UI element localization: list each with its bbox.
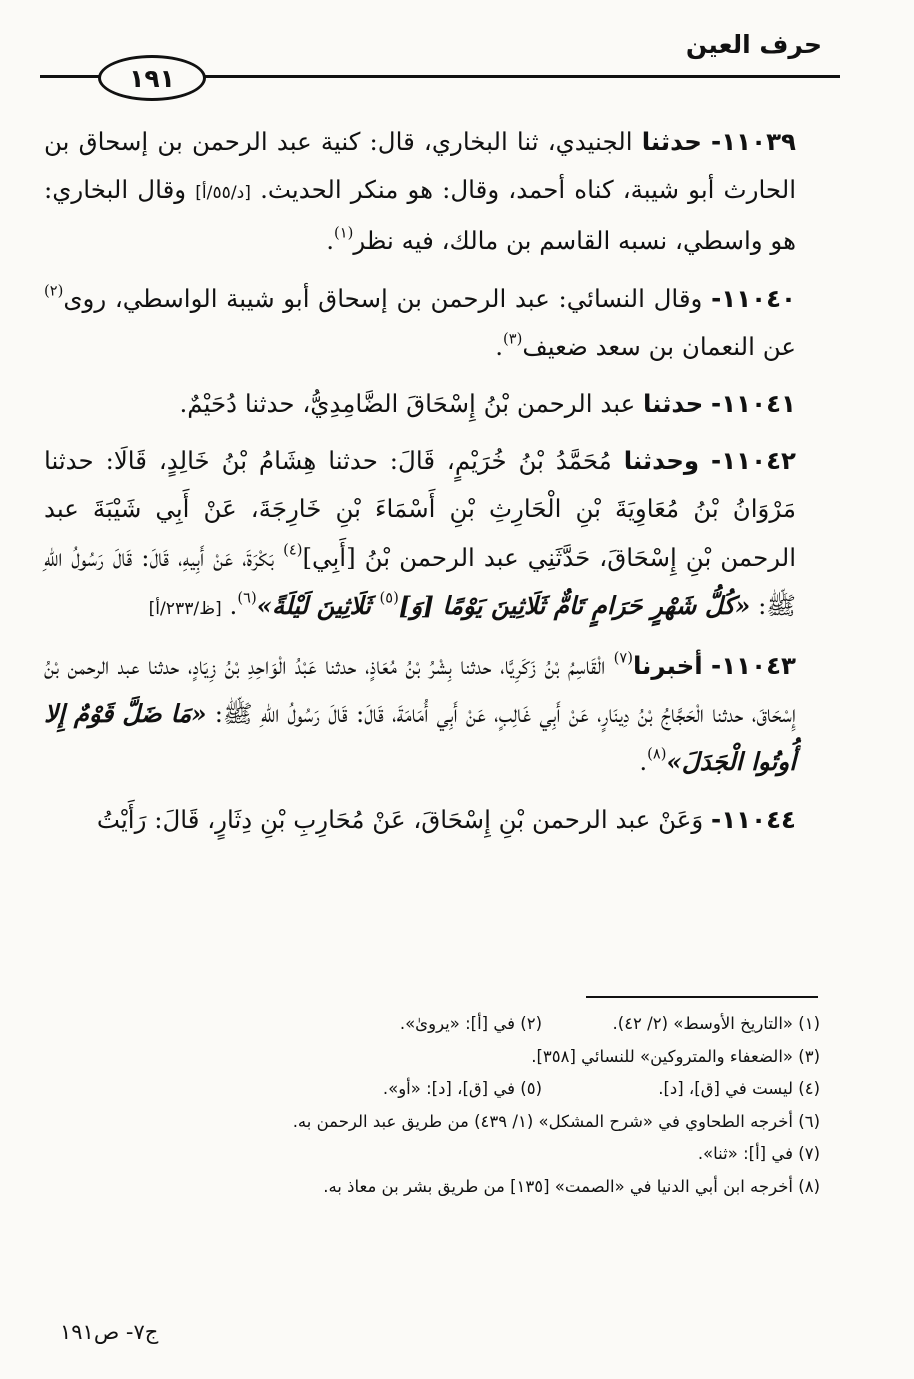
footnote-marker: (٢) [44,281,64,299]
footnote-2: (٢) في [أ]: «يروىٰ». [399,1014,542,1033]
entry-keyword: حدثنا [641,127,702,156]
footnote-marker: (٥) [379,589,399,607]
footnote-8: (٨) أخرجه ابن أبي الدنيا في «الصمت» [١٣٥] من طريق بشر بن معاذ به. [323,1176,820,1196]
entry-end: . [495,331,504,361]
footnote-5: (٥) في [ق]، [د]: «أو». [382,1079,542,1099]
entry-11044 [44,796,796,844]
entry-text: الجنيدي، ثنا البخاري، قال: كنية عبد الرحمن بن إسحاق بن الحارث أبو شيبة، كناه أحمد، وقال: هو منكر الحديث. [44,127,797,205]
entry-text: عن النعمان بن سعد ضعيف [522,331,796,361]
entry-keyword: أخبرنا [632,651,703,681]
footnote-6: (٦) أخرجه الطحاوي في «شرح المشكل» (١/ ٤٣٩) من طريق عبد الرحمن به. [292,1111,820,1131]
volume-page-ref: ج٧- ص١٩١ [60,1320,159,1344]
entry-text: عبد الرحمن بْنُ إِسْحَاقَ الضَّامِدِيُّ، حدثنا دُحَيْمٌ. [179,389,636,419]
entry-number: ١١٠٤٣- [711,651,796,681]
entry-text: وقال النسائي: عبد الرحمن بن إسحاق أبو شيبة الواسطي، روى [63,283,703,313]
entry-end: . [326,226,335,256]
footnotes [120,1008,820,1204]
running-header-title: حرف العين [685,30,822,59]
page-number-badge: ١٩١ [98,55,206,101]
entry-11043 [44,642,796,787]
entry-keyword: حدثنا [643,389,704,419]
entry-text: بَكْرَةَ، عَنْ أَبِيهِ، قَالَ: قَالَ رَسُولُ اللهِ ﷺ: [44,542,796,620]
footnote-row [120,1008,820,1041]
footnote-marker: (٧) [613,649,633,667]
manuscript-ref: [د/٥٥/أ] [195,183,251,204]
manuscript-ref: [ظ/٢٣٣/أ] [148,598,222,619]
footnote-3: (٣) «الضعفاء والمتروكين» للنسائي [٣٥٨]. [531,1046,820,1066]
footnote-marker: (١) [334,224,354,242]
entry-11042 [44,437,796,633]
body-text [44,118,796,853]
entry-text: وقال البخاري: هو واسطي، نسبه القاسم بن مالك، فيه نظر [44,175,796,256]
entry-11041 [44,380,796,428]
footnote-marker: (٨) [647,745,667,763]
entry-keyword: وحدثنا [623,446,700,476]
footnote-rule [586,996,818,998]
entry-text: الْقَاسِمُ بْنُ زَكَرِيَّا، حدثنا بِشْرُ بْنُ مُعَاذٍ، حدثنا عَبْدُ الْوَاحِدِ بْنُ زِيَادٍ، حدثنا عبد الرحمن بْنُ إِسْحَاقَ، حدثنا الْحَجَّاجُ بْنُ دِينَارٍ، عَنْ أَبِي غَالِبٍ، عَنْ أَبِي أُمَامَةَ، قَالَ: قَالَ رَسُولُ اللهِ ﷺ: [44,651,796,729]
entry-end: . [221,590,238,620]
footnote-7: (٧) في [أ]: «ثنا». [697,1144,820,1164]
hadith-text: ثَلَاثِينَ لَيْلَةً» [256,590,380,620]
footnote-marker: (٤) [283,540,303,558]
entry-11039 [44,118,796,266]
footnote-marker: (٦) [237,589,257,607]
footnote-4: (٤) ليست في [ق]، [د]. [658,1079,820,1099]
entry-number: ١١٠٣٩- [711,127,796,156]
footnote-marker: (٣) [503,330,523,348]
hadith-text: «مَا ضَلَّ قَوْمٌ إِلا أُوتُوا الْجَدَلَ» [44,699,796,777]
footnote-1: (١) «التاريخ الأوسط» (٢/ ٤٢). [612,1014,820,1033]
entry-number: ١١٠٤٢- [711,446,796,476]
entry-11040 [44,275,796,371]
footnote-row [120,1073,820,1106]
entry-text: مُحَمَّدُ بْنُ خُرَيْمٍ، قَالَ: حدثنا هِشَامُ بْنُ خَالِدٍ، قَالَا: حدثنا مَرْوَانُ بْنُ مُعَاوِيَةَ بْنِ الْحَارِثِ بْنِ أَسْمَاءَ بْنِ خَارِجَةَ، عَنْ أَبِي شَيْبَةَ عبد الرحمن بْنِ إِسْحَاقَ، حَدَّثَنِي عبد الرحمن بْنُ [أَبِي] [44,446,797,572]
entry-number: ١١٠٤٠- [711,283,797,313]
entry-text: وَعَنْ عبد الرحمن بْنِ إِسْحَاقَ، عَنْ مُحَارِبِ بْنِ دِثَارٍ، قَالَ: رَأَيْتُ [96,804,704,834]
entry-end: . [639,747,648,777]
entry-number: ١١٠٤٤- [711,804,796,834]
entry-number: ١١٠٤١- [711,389,796,419]
hadith-text: «كُلُّ شَهْرٍ حَرَامٍ تَامٌّ ثَلَاثِينَ يَوْمًا [وَ] [398,590,751,620]
